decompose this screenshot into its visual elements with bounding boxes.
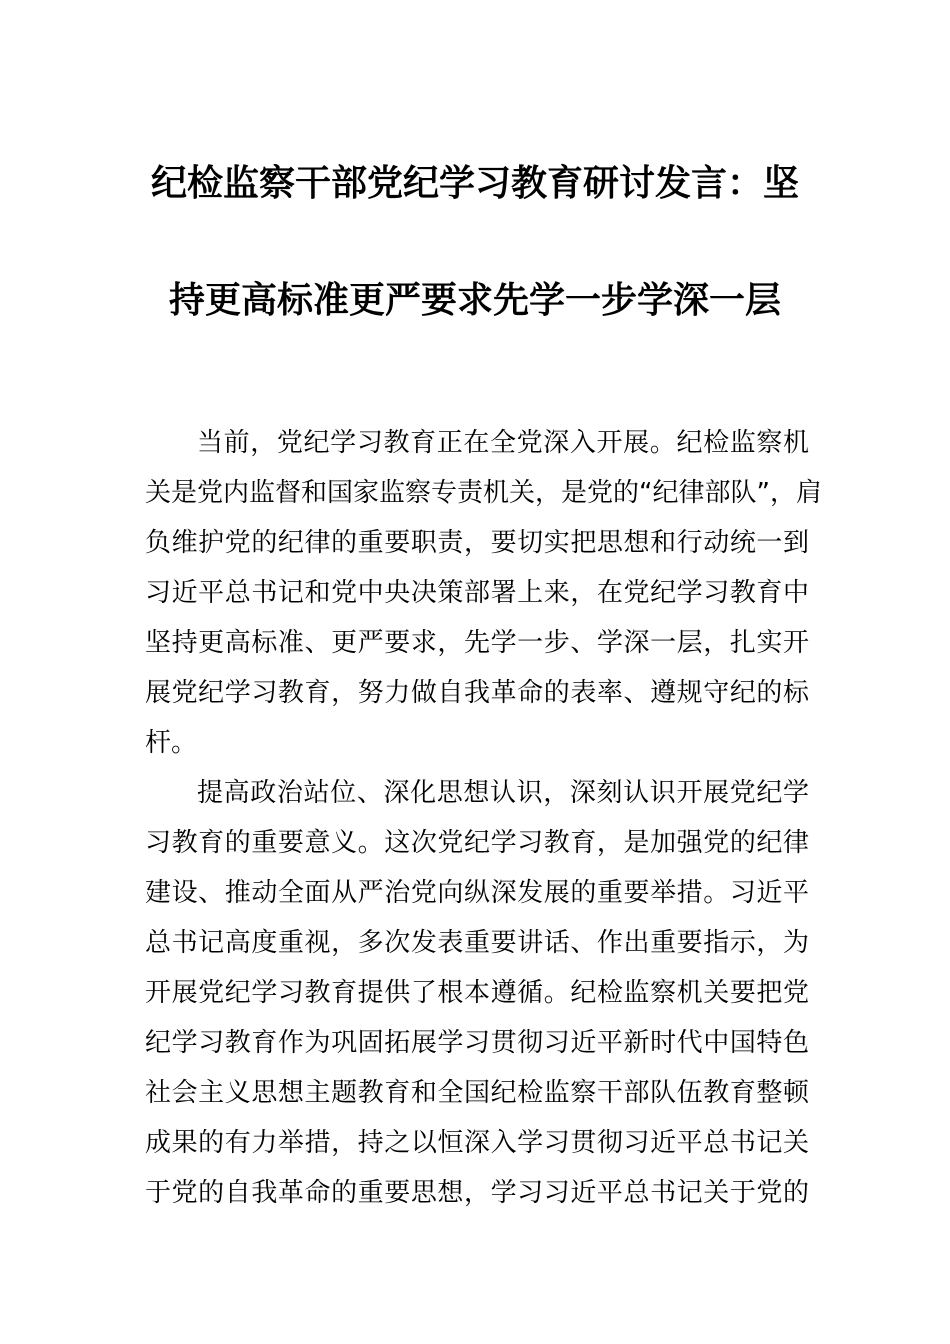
paragraph-line: 坚持更高标准、更严要求，先学一步、学深一层，扎实开 <box>145 628 809 658</box>
document-title-line-2: 持更高标准更严要求先学一步学深一层 <box>168 280 781 321</box>
paragraph-line: 开展党纪学习教育提供了根本遵循。纪检监察机关要把党 <box>145 978 809 1008</box>
paragraph-line: 社会主义思想主题教育和全国纪检监察干部队伍教育整顿 <box>145 1078 809 1108</box>
paragraph-line: 成果的有力举措，持之以恒深入学习贯彻习近平总书记关 <box>145 1128 809 1158</box>
paragraph-2 <box>145 768 809 1218</box>
paragraph-line: 纪学习教育作为巩固拓展学习贯彻习近平新时代中国特色 <box>145 1028 809 1058</box>
paragraph-line: 当前，党纪学习教育正在全党深入开展。纪检监察机 <box>197 428 809 458</box>
paragraph-line: 提高政治站位、深化思想认识，深刻认识开展党纪学 <box>197 778 809 808</box>
paragraph-line: 习教育的重要意义。这次党纪学习教育，是加强党的纪律 <box>145 828 809 858</box>
paragraph-line: 习近平总书记和党中央决策部署上来，在党纪学习教育中 <box>145 578 809 608</box>
paragraph-line: 于党的自我革命的重要思想，学习习近平总书记关于党的 <box>145 1178 809 1208</box>
paragraph-line: 关是党内监督和国家监察专责机关，是党的“纪律部队”，肩 <box>145 478 822 508</box>
paragraph-line: 总书记高度重视，多次发表重要讲话、作出重要指示，为 <box>145 928 809 958</box>
paragraph-line: 展党纪学习教育，努力做自我革命的表率、遵规守纪的标 <box>145 678 809 708</box>
paragraph-line: 杆。 <box>145 728 198 758</box>
paragraph-line: 负维护党的纪律的重要职责，要切实把思想和行动统一到 <box>145 528 809 558</box>
paragraph-1 <box>145 418 822 768</box>
document-title-line-1: 纪检监察干部党纪学习教育研讨发言：坚 <box>150 163 799 204</box>
paragraph-line: 建设、推动全面从严治党向纵深发展的重要举措。习近平 <box>145 878 809 908</box>
